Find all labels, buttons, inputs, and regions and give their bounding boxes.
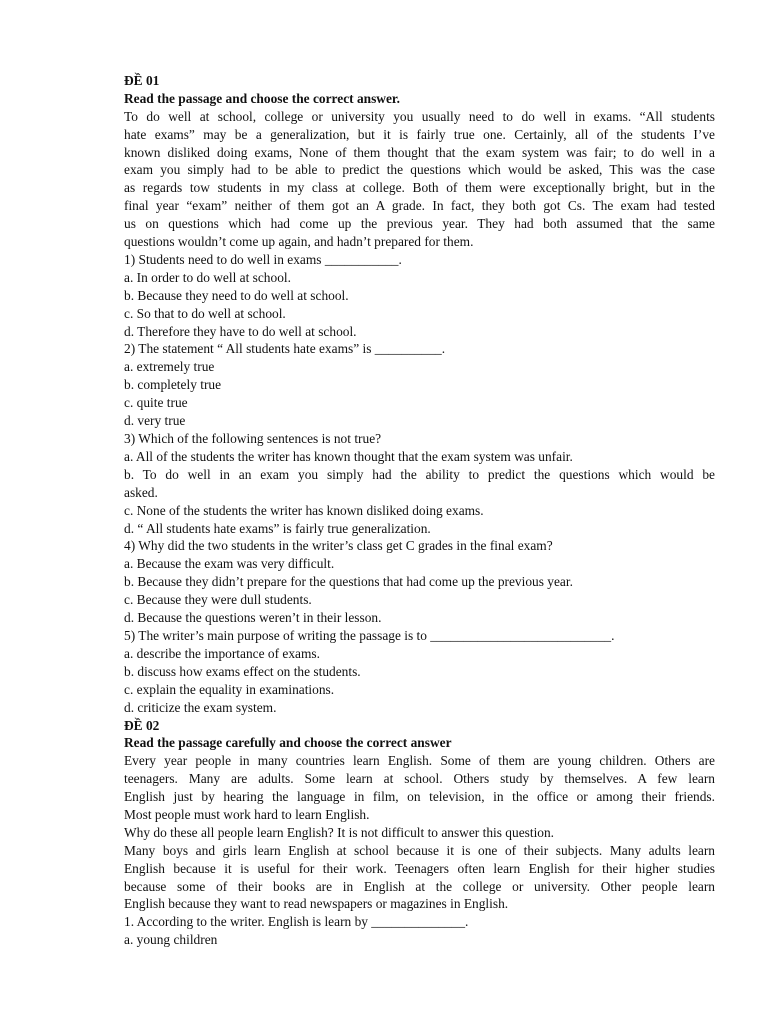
passage-line: final year “exam” neither of them got an A grade. In fact, they both got Cs. The exam had tested xyxy=(124,198,715,214)
passage-line: because some of their books are in English at the college or university. Other people learn xyxy=(124,878,715,894)
passage-line: Many boys and girls learn English at school because it is one of their subjects. Many adults learn xyxy=(124,842,715,858)
question-stem: 5) The writer’s main purpose of writing the passage is to ___________________________. xyxy=(124,627,615,643)
passage-line: To do well at school, college or university you usually need to do well in exams. “All students xyxy=(124,108,715,124)
answer-option: d. “ All students hate exams” is fairly true generalization. xyxy=(124,520,431,536)
passage-line: English because it is useful for their work. Teenagers often learn English for their higher studies xyxy=(124,860,715,876)
passage-line: Most people must work hard to learn English. xyxy=(124,806,370,822)
answer-option: b. Because they didn’t prepare for the questions that had come up the previous year. xyxy=(124,574,573,590)
document-page xyxy=(124,72,715,949)
exercise-2-passage xyxy=(124,752,715,913)
passage-line: Why do these all people learn English? It is not difficult to answer this question. xyxy=(124,824,555,840)
exercise-1-instruction: Read the passage and choose the correct answer. xyxy=(124,90,400,106)
passage-line: known disliked doing exams, None of them thought that the exam system was fair; to do well in a xyxy=(124,144,715,160)
answer-option: c. Because they were dull students. xyxy=(124,592,312,608)
answer-option: a. describe the importance of exams. xyxy=(124,645,320,661)
answer-option: d. criticize the exam system. xyxy=(124,699,277,715)
answer-option: a. All of the students the writer has known thought that the exam system was unfair. xyxy=(124,448,573,464)
answer-option: c. None of the students the writer has known disliked doing exams. xyxy=(124,502,484,518)
answer-option: a. In order to do well at school. xyxy=(124,269,291,285)
question-stem: 1) Students need to do well in exams ___________. xyxy=(124,251,402,267)
passage-line: English because they want to read newspapers or magazines in English. xyxy=(124,896,509,912)
exercise-2-heading: ĐỀ 02 xyxy=(124,717,160,733)
answer-option: d. Because the questions weren’t in their lesson. xyxy=(124,610,382,626)
passage-line: as regards tow students in my class at college. Both of them were exceptionally bright, but in the xyxy=(124,180,715,196)
passage-line: exam you simply had to be able to predict the questions which would be asked, This was the case xyxy=(124,162,715,178)
question-3 xyxy=(124,430,715,537)
answer-option: c. quite true xyxy=(124,395,188,411)
question-4 xyxy=(124,537,715,627)
answer-option: a. young children xyxy=(124,932,218,948)
question-1 xyxy=(124,251,715,341)
question-5 xyxy=(124,627,715,717)
answer-option: c. So that to do well at school. xyxy=(124,305,286,321)
passage-line: hate exams” may be a generalization, but it is fairly true one. Certainly, all of the students I’ve xyxy=(124,126,715,142)
question-2-1 xyxy=(124,913,715,949)
answer-option-continuation: asked. xyxy=(124,484,158,500)
question-stem: 2) The statement “ All students hate exams” is __________. xyxy=(124,341,446,357)
passage-line: us on questions which had come up the previous year. They had both assumed that the same xyxy=(124,216,715,232)
question-2 xyxy=(124,340,715,430)
passage-line: Every year people in many countries learn English. Some of them are young children. Others are xyxy=(124,753,715,769)
exercise-1-passage xyxy=(124,108,715,251)
passage-line: English just by hearing the language in film, on television, in the office or among their friends. xyxy=(124,789,715,805)
answer-option: a. Because the exam was very difficult. xyxy=(124,556,335,572)
answer-option: b. To do well in an exam you simply had the ability to predict the questions which would be xyxy=(124,466,715,482)
exercise-1-heading: ĐỀ 01 xyxy=(124,73,160,88)
question-stem: 4) Why did the two students in the writer’s class get C grades in the final exam? xyxy=(124,538,553,554)
answer-option: d. very true xyxy=(124,413,186,429)
passage-line: questions wouldn’t come up again, and hadn’t prepared for them. xyxy=(124,234,474,250)
answer-option: c. explain the equality in examinations. xyxy=(124,681,335,697)
answer-option: d. Therefore they have to do well at school. xyxy=(124,323,357,339)
answer-option: b. Because they need to do well at school. xyxy=(124,287,349,303)
question-stem: 3) Which of the following sentences is not true? xyxy=(124,431,382,447)
question-stem: 1. According to the writer. English is learn by ______________. xyxy=(124,914,469,930)
exercise-2-instruction: Read the passage carefully and choose the correct answer xyxy=(124,735,452,751)
passage-line: teenagers. Many are adults. Some learn at school. Others study by themselves. A few learn xyxy=(124,771,715,787)
answer-option: b. discuss how exams effect on the students. xyxy=(124,663,361,679)
answer-option: a. extremely true xyxy=(124,359,215,375)
answer-option: b. completely true xyxy=(124,377,222,393)
